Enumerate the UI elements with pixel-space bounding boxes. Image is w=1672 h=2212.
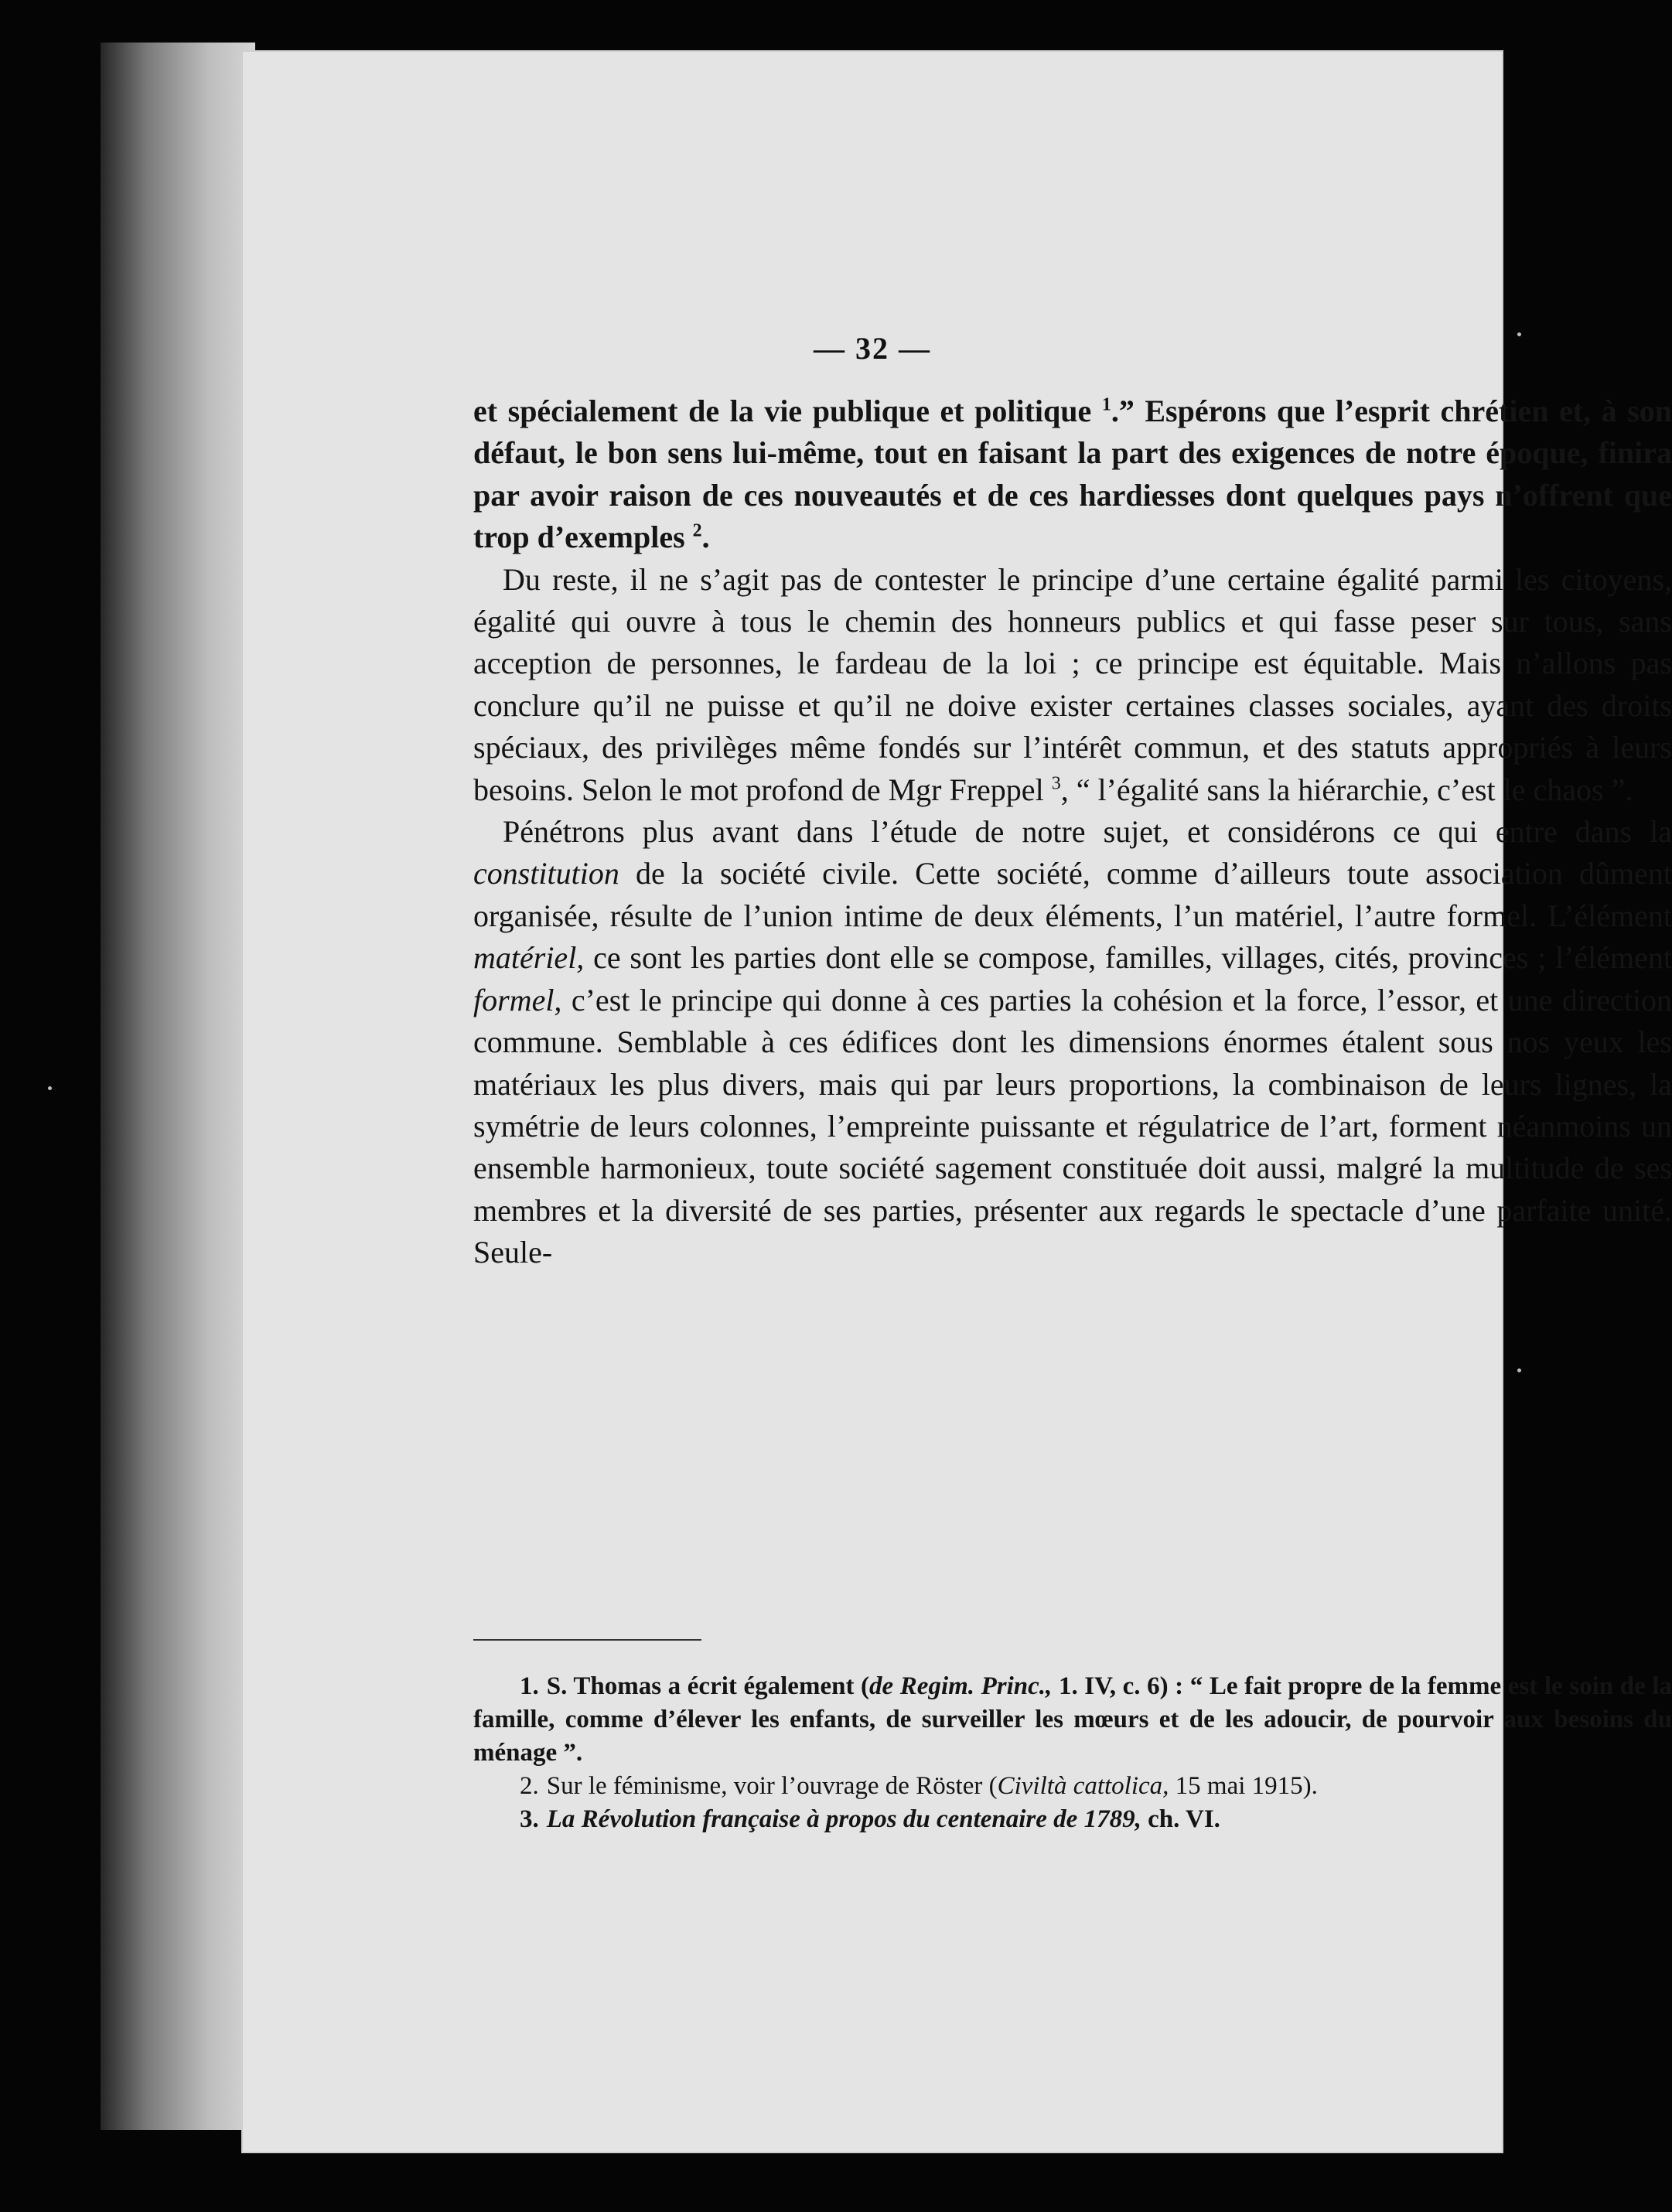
page-number: — 32 — bbox=[814, 331, 931, 366]
book-edge bbox=[101, 43, 255, 2130]
text-run: S. Thomas a écrit également ( bbox=[546, 1672, 870, 1700]
margin-speck bbox=[1517, 332, 1521, 336]
text-run: Pénétrons plus avant dans l’étude de notre sujet, et considérons ce qui entre dans la bbox=[503, 814, 1672, 850]
footnote-2 bbox=[473, 1770, 1672, 1803]
footnote-3 bbox=[473, 1803, 1672, 1836]
text-run: 1. IV, c. 6) : “ Le fait propre de la femme est le soin de la famille, comme d’élever les enfants, de surveiller les mœurs et de les adoucir, de pourvoir aux besoins du ménage ”. bbox=[473, 1672, 1672, 1767]
footnote-separator bbox=[473, 1639, 701, 1641]
paragraph-3 bbox=[473, 811, 1672, 1273]
italic-title: de Regim. Princ., bbox=[869, 1672, 1053, 1700]
text-run: , “ l’égalité sans la hiérarchie, c’est le chaos ”. bbox=[1060, 772, 1633, 807]
margin-speck bbox=[48, 1086, 52, 1090]
paragraph-2 bbox=[473, 559, 1672, 811]
text-run: . bbox=[701, 520, 710, 555]
text-run: c’est le principe qui donne à ces parties la cohésion et la force, l’essor, et une direction commune. Semblable à ces édifices dont les dimensions énormes étalent sous nos yeux les matériaux les plus divers, mais qui par leurs proportions, la combinaison de leurs lignes, la symétrie de leurs colonnes, l’empreinte puissante et régulatrice de l’art, forment néanmoins un ensemble harmonieux, toute société sagement constituée doit aussi, malgré la multitude de ses membres et la diversité de ses parties, présenter aux regards le spectacle d’une parfaite unité. Seule- bbox=[473, 982, 1672, 1270]
text-run: .” Espérons que l’esprit chrétien et, à son défaut, le bon sens lui-même, tout en faisant la part des exigences de notre époque, finira par avoir raison de ces nouveautés et de ces hardiesses dont quelques pays n’offrent que trop d’exemples bbox=[473, 394, 1672, 555]
footnote-reference-2: 2 bbox=[692, 520, 702, 541]
italic-term: matériel, bbox=[473, 940, 585, 976]
text-run: ch. VI. bbox=[1148, 1805, 1220, 1833]
text-run: ce sont les parties dont elle se compose, familles, villages, cités, provinces ; l’élément bbox=[593, 940, 1672, 976]
footnote-reference-3: 3 bbox=[1051, 773, 1061, 794]
margin-speck bbox=[1517, 1368, 1521, 1372]
paragraph-1 bbox=[473, 390, 1672, 559]
text-run: Sur le féminisme, voir l’ouvrage de Röster ( bbox=[546, 1772, 998, 1800]
footnotes bbox=[473, 1670, 1672, 1836]
footnote-reference-1: 1 bbox=[1101, 394, 1111, 415]
footnote-number: 1. bbox=[520, 1672, 539, 1700]
italic-title: La Révolution française à propos du centenaire de 1789, bbox=[546, 1805, 1141, 1833]
main-text bbox=[473, 390, 1672, 1274]
paper-sheet bbox=[241, 50, 1672, 2153]
italic-term: constitution bbox=[473, 856, 619, 891]
text-run: et spécialement de la vie publique et politique bbox=[473, 394, 1092, 428]
italic-title: Civiltà cattolica, bbox=[997, 1772, 1169, 1800]
footnote-number: 2. bbox=[520, 1772, 539, 1800]
text-run: 15 mai 1915). bbox=[1175, 1772, 1318, 1800]
footnote-1 bbox=[473, 1670, 1672, 1770]
text-run: Du reste, il ne s’agit pas de contester le principe d’une certaine égalité parmi les citoyens, égalité qui ouvre à tous le chemin des honneurs publics et qui fasse peser sur tous, sans acception de personnes, le fardeau de la loi ; ce principe est équitable. Mais n’allons pas conclure qu’il ne puisse et qu’il ne doive exister certaines classes sociales, ayant des droits spéciaux, des privilèges même fondés sur l’intérêt commun, et des statuts appropriés à leurs besoins. Selon le mot profond de Mgr Freppel bbox=[473, 561, 1672, 807]
text-run: de la société civile. Cette société, comme d’ailleurs toute association dûment organisée, résulte de l’union intime de deux éléments, l’un matériel, l’autre formel. L’élément bbox=[473, 856, 1672, 933]
italic-term: formel, bbox=[473, 982, 562, 1017]
footnote-number: 3. bbox=[520, 1805, 539, 1833]
